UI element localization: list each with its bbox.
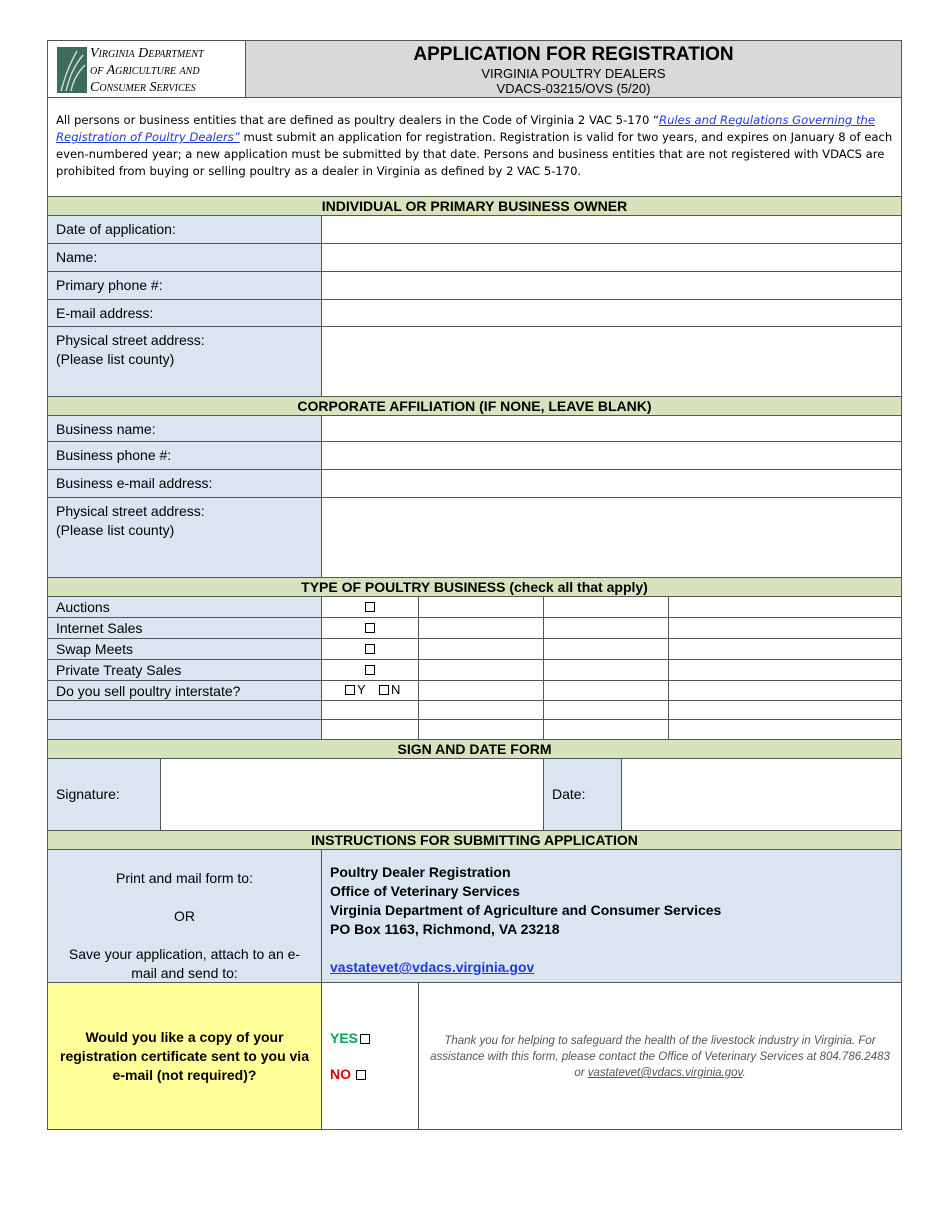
business-phone-label: Business phone #: [47, 441, 322, 470]
copy-no-checkbox[interactable] [356, 1070, 366, 1080]
address-line-2: Office of Veterinary Services [330, 883, 520, 899]
blank-cell [668, 617, 902, 639]
blank-cell [418, 700, 544, 720]
form-id: VDACS-03215/OVS (5/20) [496, 81, 651, 96]
corporate-heading: CORPORATE AFFILIATION (IF NONE, LEAVE BLANK) [47, 396, 902, 416]
interstate-yes-checkbox[interactable] [345, 685, 355, 695]
page-subtitle: VIRGINIA POULTRY DEALERS [481, 66, 666, 81]
business-address-label-line2: (Please list county) [56, 522, 175, 538]
business-address-label [47, 497, 322, 578]
auctions-checkbox-cell [321, 596, 419, 618]
instructions-left-cell [47, 849, 322, 983]
private-treaty-label: Private Treaty Sales [47, 659, 322, 681]
vdacs-logo-icon [57, 47, 87, 93]
internet-sales-checkbox[interactable] [365, 623, 375, 633]
interstate-no-checkbox[interactable] [379, 685, 389, 695]
blank-cell [668, 719, 902, 740]
blank-cell [418, 719, 544, 740]
instructions-heading: INSTRUCTIONS FOR SUBMITTING APPLICATION [47, 830, 902, 850]
owner-heading: INDIVIDUAL OR PRIMARY BUSINESS OWNER [47, 196, 902, 216]
auctions-checkbox[interactable] [365, 602, 375, 612]
signature-label: Signature: [47, 758, 161, 831]
sign-heading: SIGN AND DATE FORM [47, 739, 902, 759]
blank-cell [543, 659, 669, 681]
blank-cell [418, 617, 544, 639]
blank-cell [668, 700, 902, 720]
business-address-input[interactable] [321, 497, 902, 578]
email-label: E-mail address: [47, 299, 322, 327]
address-line-1: Poultry Dealer Registration [330, 864, 511, 880]
business-email-input[interactable] [321, 469, 902, 498]
business-email-label: Business e-mail address: [47, 469, 322, 498]
org-line-3: Consumer Services [90, 80, 196, 95]
header-logo-cell [47, 40, 246, 98]
interstate-label: Do you sell poultry interstate? [47, 680, 322, 701]
signature-input[interactable] [160, 758, 544, 831]
regulations-link[interactable]: Rules and Regulations Governing the Registration of Poultry Dealers” [56, 113, 875, 144]
thank-you-cell [418, 982, 902, 1130]
email-input[interactable] [321, 299, 902, 327]
mailing-address-cell [321, 849, 902, 983]
page-title: APPLICATION FOR REGISTRATION [413, 44, 734, 65]
blank-cell [418, 659, 544, 681]
sign-date-label: Date: [543, 758, 622, 831]
blank-cell [418, 596, 544, 618]
internet-sales-checkbox-cell [321, 617, 419, 639]
blank-cell [321, 719, 419, 740]
private-treaty-checkbox-cell [321, 659, 419, 681]
date-of-application-input[interactable] [321, 215, 902, 244]
date-of-application-label: Date of application: [47, 215, 322, 244]
business-type-heading: TYPE OF POULTRY BUSINESS (check all that apply) [47, 577, 902, 597]
name-label: Name: [47, 243, 322, 272]
name-input[interactable] [321, 243, 902, 272]
business-address-label-line1: Physical street address: [56, 503, 205, 519]
header-title-cell [245, 40, 902, 98]
blank-cell [668, 638, 902, 660]
swap-meets-checkbox[interactable] [365, 644, 375, 654]
blank-cell [668, 680, 902, 701]
address-line-4: PO Box 1163, Richmond, VA 23218 [330, 921, 560, 937]
physical-address-label-line2: (Please list county) [56, 351, 175, 367]
internet-sales-label: Internet Sales [47, 617, 322, 639]
blank-cell [418, 680, 544, 701]
physical-address-label-line1: Physical street address: [56, 332, 205, 348]
blank-cell [668, 596, 902, 618]
physical-address-label [47, 326, 322, 397]
blank-cell [418, 638, 544, 660]
blank-cell [543, 700, 669, 720]
blank-cell [543, 638, 669, 660]
copy-answer-cell [321, 982, 419, 1130]
intro-text-2: must submit an application for registration. Registration is valid for two years, and expires on January 8 of each even-numbered year; a new application must be submitted by that date. Persons and business entities that are not registered with VDACS are prohibited from buying or selling poultry as a dealer in Virginia as defined by 2 VAC 5-170. [56, 130, 893, 178]
physical-address-input[interactable] [321, 326, 902, 397]
auctions-label: Auctions [47, 596, 322, 618]
blank-row-label [47, 719, 322, 740]
mail-to-text: Print and mail form to: [116, 870, 253, 886]
thank-you-text [425, 1033, 895, 1081]
blank-cell [321, 700, 419, 720]
business-name-label: Business name: [47, 415, 322, 442]
primary-phone-input[interactable] [321, 271, 902, 300]
swap-meets-label: Swap Meets [47, 638, 322, 660]
copy-question-text: Would you like a copy of your registration certificate sent to you via e-mail (not required)? [60, 1029, 309, 1083]
intro-box [47, 97, 902, 197]
submission-email-link[interactable]: vastatevet@vdacs.virginia.gov [330, 959, 535, 975]
copy-yes-checkbox[interactable] [360, 1034, 370, 1044]
blank-cell [543, 680, 669, 701]
org-name [90, 45, 246, 96]
address-line-3: Virginia Department of Agriculture and Consumer Services [330, 902, 722, 918]
intro-text-1: All persons or business entities that are defined as poultry dealers in the Code of Virginia 2 VAC 5-170 “ [56, 113, 660, 127]
org-line-2: of Agriculture and [90, 63, 200, 78]
thank-you-period: . [742, 1067, 746, 1079]
interstate-checkbox-cell [321, 680, 419, 701]
blank-cell [543, 596, 669, 618]
org-line-1: Virginia Department [90, 46, 204, 61]
blank-cell [668, 659, 902, 681]
primary-phone-label: Primary phone #: [47, 271, 322, 300]
thank-you-email[interactable]: vastatevet@vdacs.virginia.gov [587, 1067, 743, 1079]
copy-question-cell [47, 982, 322, 1130]
thank-you-body: Thank you for helping to safeguard the health of the livestock industry in Virginia. For assistance with this form, please contact the Office of Veterinary Services at 804.786.2483 or [430, 1035, 890, 1079]
swap-meets-checkbox-cell [321, 638, 419, 660]
business-phone-input[interactable] [321, 441, 902, 470]
private-treaty-checkbox[interactable] [365, 665, 375, 675]
or-text: OR [174, 908, 195, 924]
interstate-yes-label: Y [357, 682, 366, 697]
copy-yes-label: YES [330, 1030, 359, 1046]
business-name-input[interactable] [321, 415, 902, 442]
blank-cell [543, 617, 669, 639]
copy-no-label: NO [330, 1066, 351, 1082]
blank-cell [543, 719, 669, 740]
interstate-no-label: N [391, 682, 401, 697]
sign-date-input[interactable] [621, 758, 902, 831]
email-to-text: Save your application, attach to an e-mail and send to: [68, 946, 301, 981]
blank-row-label [47, 700, 322, 720]
